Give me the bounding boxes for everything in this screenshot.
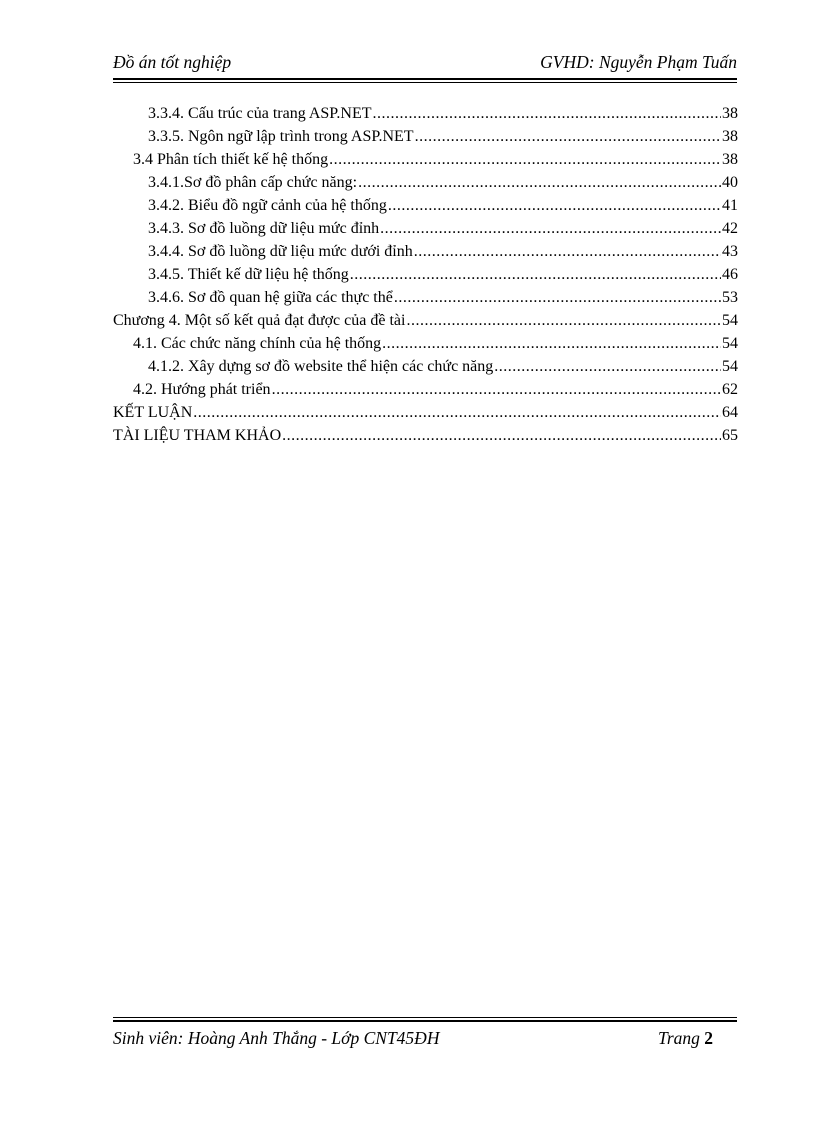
table-of-contents [113, 102, 738, 447]
toc-dot-leader [494, 355, 721, 378]
toc-dot-leader [382, 332, 721, 355]
toc-entry-page: 42 [722, 220, 738, 237]
footer-page-indicator [658, 1028, 713, 1049]
toc-dot-leader [272, 378, 721, 401]
footer-page-label: Trang [658, 1028, 700, 1048]
header-rule-thin [113, 82, 737, 83]
toc-entry[interactable] [113, 355, 738, 378]
toc-dot-leader [406, 309, 721, 332]
toc-dot-leader [193, 401, 721, 424]
toc-entry-title: 3.4.2. Biểu đồ ngữ cảnh của hệ thống [148, 197, 387, 214]
toc-entry[interactable] [113, 148, 738, 171]
toc-entry-title: Chương 4. Một số kết quả đạt được của đề tài [113, 312, 406, 329]
toc-entry[interactable] [113, 171, 738, 194]
toc-entry-title: 3.4 Phân tích thiết kế hệ thống [133, 151, 329, 168]
toc-entry-page: 54 [722, 358, 738, 375]
footer-student-info: Sinh viên: Hoàng Anh Thắng - Lớp CNT45ĐH [113, 1028, 440, 1048]
toc-entry[interactable] [113, 217, 738, 240]
toc-dot-leader [414, 240, 721, 263]
toc-dot-leader [394, 286, 721, 309]
toc-entry-page: 54 [722, 335, 738, 352]
page-footer [113, 1028, 737, 1052]
toc-entry-title: 4.2. Hướng phát triển [133, 381, 271, 398]
footer-rule-thin [113, 1017, 737, 1018]
toc-entry-page: 53 [722, 289, 738, 306]
toc-entry-page: 38 [722, 128, 738, 145]
toc-entry-title: 3.4.5. Thiết kế dữ liệu hệ thống [148, 266, 349, 283]
toc-entry-title: 3.4.4. Sơ đồ luồng dữ liệu mức dưới đỉnh [148, 243, 413, 260]
toc-entry[interactable] [113, 286, 738, 309]
toc-entry-page: 43 [722, 243, 738, 260]
toc-entry-title: 3.4.3. Sơ đồ luồng dữ liệu mức đỉnh [148, 220, 380, 237]
header-document-title: Đồ án tốt nghiệp [113, 52, 232, 72]
toc-entry-title: KẾT LUẬN [113, 404, 193, 421]
toc-entry[interactable] [113, 378, 738, 401]
header-advisor: GVHD: Nguyễn Phạm Tuấn [540, 52, 737, 72]
toc-dot-leader [350, 263, 721, 286]
toc-entry-title: 3.4.6. Sơ đồ quan hệ giữa các thực thể [148, 289, 393, 306]
toc-entry[interactable] [113, 240, 738, 263]
toc-entry-page: 41 [722, 197, 738, 214]
toc-entry-title: 3.3.4. Cấu trúc của trang ASP.NET [148, 105, 372, 122]
toc-dot-leader [388, 194, 721, 217]
toc-entry[interactable] [113, 263, 738, 286]
toc-entry-title: 4.1. Các chức năng chính của hệ thống [133, 335, 382, 352]
toc-entry-title: 3.4.1.Sơ đồ phân cấp chức năng: [148, 174, 358, 191]
toc-entry[interactable] [113, 332, 738, 355]
toc-entry[interactable] [113, 125, 738, 148]
toc-entry-title: TÀI LIỆU THAM KHẢO [113, 427, 282, 444]
toc-dot-leader [373, 102, 721, 125]
toc-dot-leader [380, 217, 721, 240]
toc-entry[interactable] [113, 309, 738, 332]
toc-entry-page: 38 [722, 151, 738, 168]
toc-entry-page: 64 [722, 404, 738, 421]
toc-entry-page: 54 [722, 312, 738, 329]
toc-entry-page: 38 [722, 105, 738, 122]
toc-dot-leader [415, 125, 721, 148]
toc-dot-leader [358, 171, 721, 194]
toc-entry-title: 4.1.2. Xây dựng sơ đồ website thể hiện các chức năng [148, 358, 494, 375]
toc-entry[interactable] [113, 102, 738, 125]
toc-dot-leader [329, 148, 721, 171]
toc-entry-page: 46 [722, 266, 738, 283]
toc-entry[interactable] [113, 401, 738, 424]
header-rule-thick [113, 78, 737, 80]
page-header [113, 52, 737, 76]
footer-rule-thick [113, 1020, 737, 1022]
toc-entry[interactable] [113, 424, 738, 447]
toc-entry-page: 62 [722, 381, 738, 398]
toc-entry-page: 65 [722, 427, 738, 444]
toc-entry-page: 40 [722, 174, 738, 191]
toc-dot-leader [282, 424, 721, 447]
toc-entry-title: 3.3.5. Ngôn ngữ lập trình trong ASP.NET [148, 128, 414, 145]
footer-page-number: 2 [704, 1028, 713, 1048]
toc-entry[interactable] [113, 194, 738, 217]
